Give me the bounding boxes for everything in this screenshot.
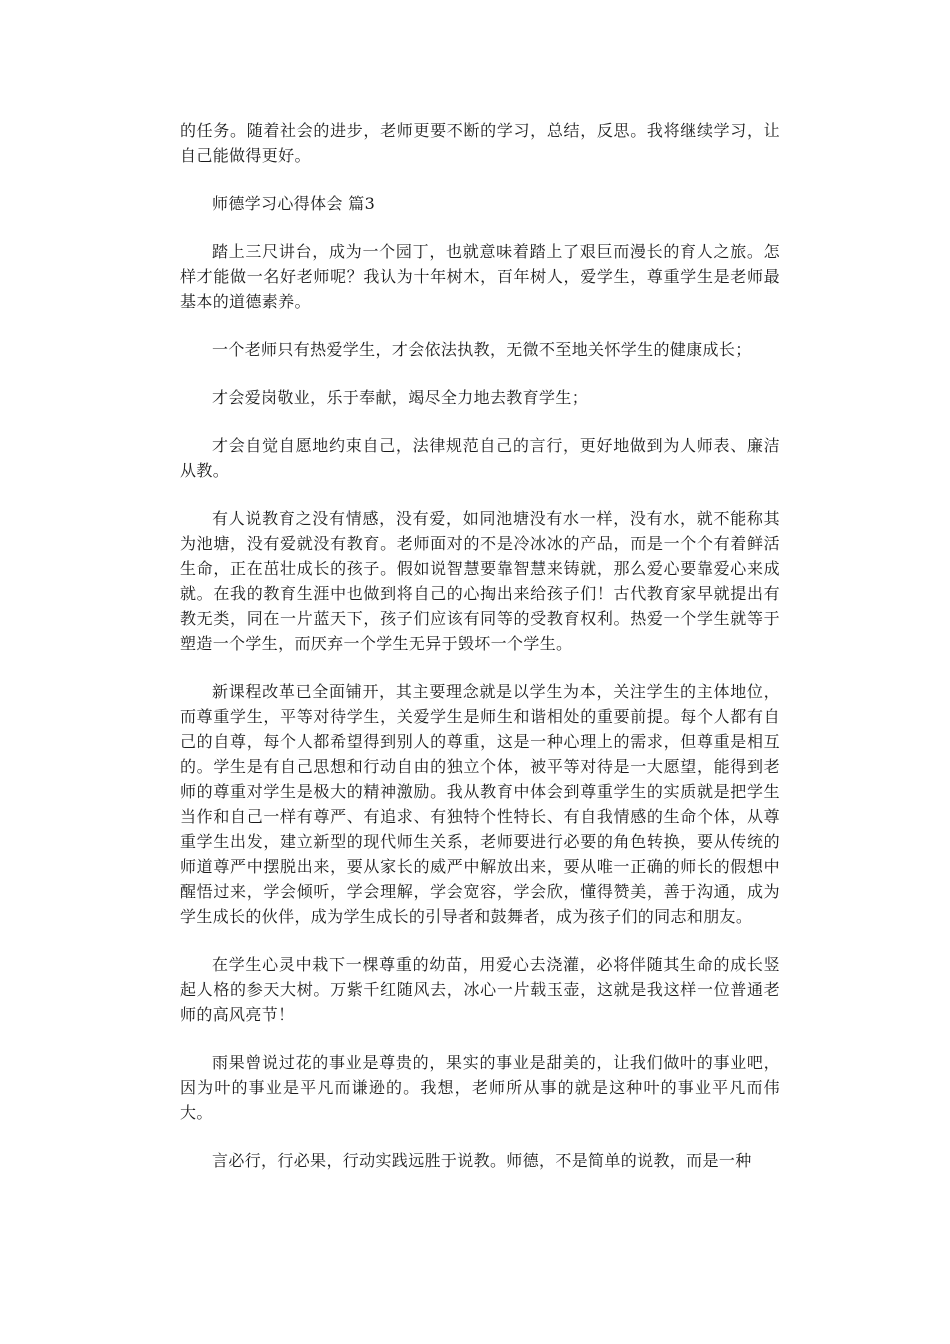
paragraph: 才会爱岗敬业，乐于奉献，竭尽全力地去教育学生； (212, 388, 589, 407)
paragraph: 在学生心灵中栽下一棵尊重的幼苗，用爱心去浇灌，必将伴随其生命的成长竖起人格的参天大树。万紫千红随风去，冰心一片载玉壶，这就是我这样一位普通老师的高风亮节！ (180, 955, 780, 1024)
paragraph: 踏上三尺讲台，成为一个园丁，也就意味着踏上了艰巨而漫长的育人之旅。怎样才能做一名好老师呢？我认为十年树木，百年树人，爱学生，尊重学生是老师最基本的道德素养。 (180, 242, 780, 311)
section-heading: 师德学习心得体会 篇3 (212, 194, 376, 213)
document-page (180, 118, 780, 1196)
paragraph: 雨果曾说过花的事业是尊贵的，果实的事业是甜美的，让我们做叶的事业吧，因为叶的事业是平凡而谦逊的。我想，老师所从事的就是这种叶的事业平凡而伟大。 (180, 1053, 780, 1122)
paragraph: 有人说教育之没有情感，没有爱，如同池塘没有水一样，没有水，就不能称其为池塘，没有爱就没有教育。老师面对的不是冷冰冰的产品，而是一个个有着鲜活生命，正在茁壮成长的孩子。假如说智慧要靠智慧来铸就，那么爱心要靠爱心来成就。在我的教育生涯中也做到将自己的心掏出来给孩子们！古代教育家早就提出有教无类，同在一片蓝天下，孩子们应该有同等的受教育权利。热爱一个学生就等于塑造一个学生，而厌弃一个学生无异于毁坏一个学生。 (180, 509, 780, 653)
paragraph: 一个老师只有热爱学生，才会依法执教，无微不至地关怀学生的健康成长； (212, 340, 752, 359)
paragraph: 新课程改革已全面铺开，其主要理念就是以学生为本，关注学生的主体地位，而尊重学生，平等对待学生，关爱学生是师生和谐相处的重要前提。每个人都有自己的自尊，每个人都希望得到别人的尊重，这是一种心理上的需求，但尊重是相互的。学生是有自己思想和行动自由的独立个体，被平等对待是一大愿望，能得到老师的尊重对学生是极大的精神激励。我从教育中体会到尊重学生的实质就是把学生当作和自己一样有尊严、有追求、有独特个性特长、有自我情感的生命个体，从尊重学生出发，建立新型的现代师生关系，老师要进行必要的角色转换，要从传统的师道尊严中摆脱出来，要从家长的威严中解放出来，要从唯一正确的师长的假想中醒悟过来，学会倾听，学会理解，学会宽容，学会欣，懂得赞美，善于沟通，成为学生成长的伙伴，成为学生成长的引导者和鼓舞者，成为孩子们的同志和朋友。 (180, 682, 780, 926)
paragraph: 言必行，行必果，行动实践远胜于说教。师德，不是简单的说教，而是一种 (212, 1151, 752, 1170)
paragraph-continuation: 的任务。随着社会的进步，老师更要不断的学习，总结，反思。我将继续学习，让自己能做得更好。 (180, 121, 780, 165)
paragraph: 才会自觉自愿地约束自己，法律规范自己的言行，更好地做到为人师表、廉洁从教。 (180, 436, 780, 480)
